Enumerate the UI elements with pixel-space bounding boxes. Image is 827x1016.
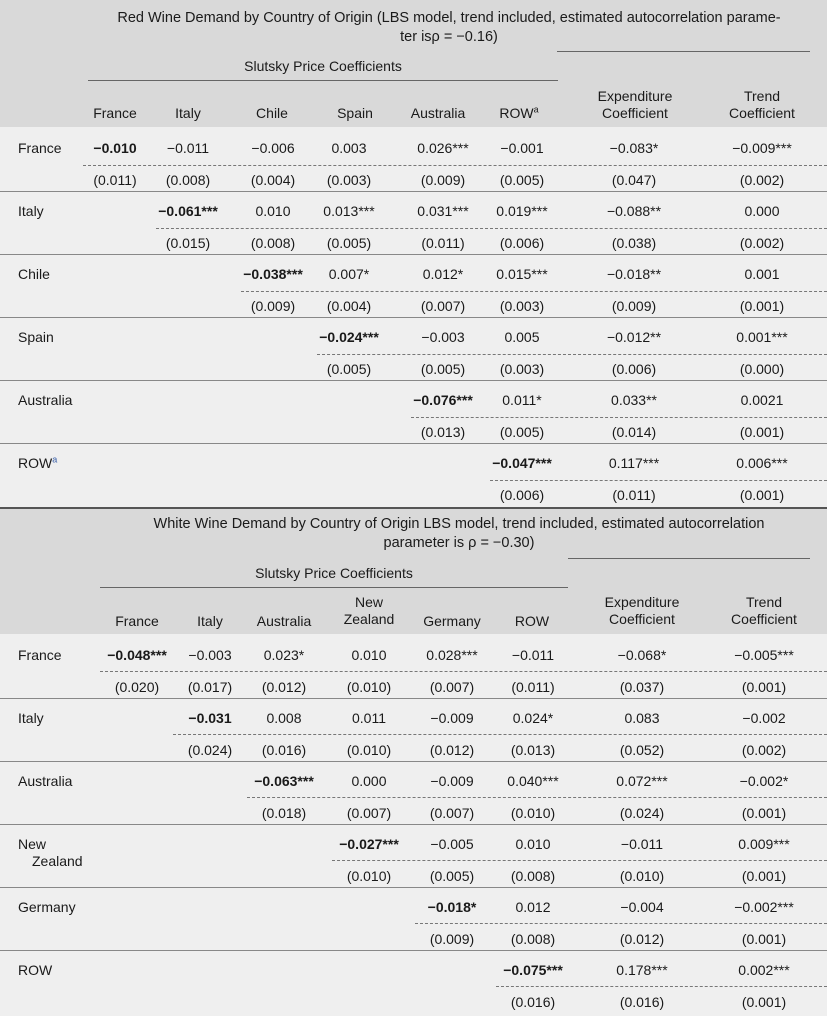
std-error-cell: (0.001) [739,298,785,314]
std-error-cell: (0.037) [619,679,665,695]
coefficient-cell: −0.010 [93,140,137,156]
row-separator [156,228,827,229]
coefficient-cell: −0.009 [430,773,474,789]
coefficient-cell: −0.006 [251,140,295,156]
std-error-cell: (0.002) [739,172,785,188]
coefficient-cell: 0.002*** [738,962,790,978]
coefficient-cell: 0.012 [515,899,551,915]
row-block-rule [0,824,827,825]
coefficient-cell: −0.018** [606,266,662,282]
coefficient-cell: −0.004 [620,899,664,915]
coefficient-cell: 0.010 [515,836,551,852]
std-error-cell: (0.016) [619,994,665,1010]
coefficient-cell: −0.061*** [158,203,218,219]
row-label [18,836,83,870]
std-error-cell: (0.012) [261,679,307,695]
coefficient-cell: 0.031*** [417,203,469,219]
row-block-rule [0,950,827,951]
coefficient-cell: 0.019*** [496,203,548,219]
std-error-cell: (0.005) [499,424,545,440]
coefficient-cell: 0.117*** [608,455,660,471]
coefficient-cell: −0.088** [606,203,662,219]
row-separator [83,165,827,166]
coefficient-cell: −0.075*** [503,962,563,978]
std-error-cell: (0.013) [510,742,556,758]
coefficient-cell: −0.076*** [413,392,473,408]
std-error-cell: (0.006) [611,361,657,377]
row-label-line: New [18,836,47,852]
row-block-rule [0,254,827,255]
coefficient-cell: −0.018* [427,899,477,915]
std-error-cell: (0.016) [261,742,307,758]
row-label: ROW$^a$ [18,454,58,471]
coefficient-cell: 0.008 [266,710,302,726]
coefficient-cell: 0.000 [351,773,387,789]
coefficient-cell: −0.027*** [339,836,399,852]
std-error-cell: (0.012) [619,931,665,947]
std-error-cell: (0.012) [429,742,475,758]
row-label: Italy [18,710,44,726]
std-error-cell: (0.015) [165,235,211,251]
row-separator [411,417,827,418]
coefficient-cell: −0.003 [421,329,465,345]
std-error-cell: (0.038) [611,235,657,251]
std-error-cell: (0.024) [619,805,665,821]
std-error-cell: (0.006) [499,487,545,503]
std-error-cell: (0.024) [187,742,233,758]
coefficient-cell: 0.040*** [507,773,559,789]
std-error-cell: (0.047) [611,172,657,188]
coefficient-cell: −0.002* [739,773,789,789]
red-col-header: France [93,105,137,121]
coefficient-cell: −0.005 [430,836,474,852]
coefficient-cell: 0.011 [352,710,386,726]
std-error-cell: (0.001) [741,679,787,695]
std-error-cell: (0.010) [619,868,665,884]
std-error-cell: (0.011) [421,235,465,251]
std-error-cell: (0.001) [741,994,787,1010]
row-label: France [18,647,62,663]
white-slutsky-label: Slutsky Price Coefficients [255,565,413,581]
row-label: ROW [18,962,53,978]
red-expenditure-header: Expenditure Coefficient [597,88,673,121]
std-error-cell: (0.001) [741,931,787,947]
std-error-cell: (0.011) [612,487,656,503]
row-block-rule [0,887,827,888]
std-error-cell: (0.007) [429,679,475,695]
white-col-header: New Zealand [343,594,395,627]
coefficient-cell: 0.005 [504,329,540,345]
coefficient-cell: −0.003 [188,647,232,663]
coefficient-cell: 0.0021 [740,392,784,408]
red-trend-header: Trend Coefficient [729,88,795,121]
row-block-rule [0,380,827,381]
coefficient-cell: −0.083* [609,140,659,156]
red-col-header: Chile [256,105,288,121]
std-error-cell: (0.009) [420,172,466,188]
red-table-title: Red Wine Demand by Country of Origin (LBS model, trend included, estimated autocorrelation parame- ter isρ = −0.16) [117,10,781,45]
std-error-cell: (0.008) [250,235,296,251]
row-block-rule [0,698,827,699]
row-separator [173,734,827,735]
coefficient-cell: 0.013*** [323,203,375,219]
std-error-cell: (0.010) [346,742,392,758]
row-separator [415,923,827,924]
std-error-cell: (0.003) [326,172,372,188]
std-error-cell: (0.016) [510,994,556,1010]
coefficient-cell: −0.002 [742,710,786,726]
std-error-cell: (0.002) [741,742,787,758]
row-block-rule [0,317,827,318]
std-error-cell: (0.005) [499,172,545,188]
std-error-cell: (0.008) [165,172,211,188]
std-error-cell: (0.010) [346,868,392,884]
row-separator [100,671,827,672]
coefficient-cell: 0.000 [744,203,780,219]
row-separator [490,480,827,481]
red-col-header: Italy [175,105,201,121]
row-block-rule [0,443,827,444]
row-footnote-mark: a [533,104,539,115]
std-error-cell: (0.008) [510,868,556,884]
red-col-header: ROW$^a$ [499,104,539,121]
row-label: France [18,140,62,156]
coefficient-cell: −0.038*** [243,266,303,282]
coefficient-cell: −0.047*** [492,455,552,471]
std-error-cell: (0.008) [510,931,556,947]
coefficient-cell: 0.006*** [736,455,788,471]
coefficient-cell: 0.010 [351,647,387,663]
std-error-cell: (0.004) [250,172,296,188]
white-slutsky-rule [100,587,568,588]
std-error-cell: (0.000) [739,361,785,377]
std-error-cell: (0.003) [499,361,545,377]
std-error-cell: (0.005) [326,361,372,377]
std-error-cell: (0.006) [499,235,545,251]
white-col-header: Germany [423,613,481,629]
std-error-cell: (0.011) [511,679,555,695]
red-slutsky-rule [88,80,558,81]
std-error-cell: (0.007) [420,298,466,314]
row-label: Australia [18,773,73,789]
coefficient-cell: 0.001 [744,266,780,282]
std-error-cell: (0.001) [739,487,785,503]
coefficient-cell: −0.009 [430,710,474,726]
std-error-cell: (0.005) [429,868,475,884]
coefficient-cell: 0.178*** [616,962,668,978]
std-error-cell: (0.005) [420,361,466,377]
std-error-cell: (0.002) [739,235,785,251]
coefficient-cell: 0.072*** [616,773,668,789]
std-error-cell: (0.018) [261,805,307,821]
coefficient-cell: 0.003 [331,140,367,156]
coefficient-cell: −0.011 [511,647,555,663]
row-label: Italy [18,203,44,219]
coefficient-cell: 0.010 [255,203,291,219]
red-title-rule [557,51,810,52]
white-col-header: France [115,613,159,629]
coefficient-cell: 0.007* [328,266,370,282]
std-error-cell: (0.013) [420,424,466,440]
coefficient-cell: 0.024* [512,710,554,726]
std-error-cell: (0.009) [250,298,296,314]
std-error-cell: (0.010) [510,805,556,821]
row-label: Chile [18,266,50,282]
row-separator [332,860,827,861]
std-error-cell: (0.007) [429,805,475,821]
std-error-cell: (0.001) [739,424,785,440]
coefficient-cell: −0.024*** [319,329,379,345]
std-error-cell: (0.020) [114,679,160,695]
coefficient-cell: −0.009*** [732,140,792,156]
coefficient-cell: 0.023* [263,647,305,663]
coefficient-cell: 0.033** [611,392,657,408]
coefficient-cell: 0.009*** [738,836,790,852]
row-label-line: Zealand [32,853,83,869]
std-error-cell: (0.001) [741,868,787,884]
coefficient-cell: −0.005*** [734,647,794,663]
white-expenditure-header: Expenditure Coefficient [604,594,680,627]
row-label: Australia [18,392,73,408]
std-error-cell: (0.017) [187,679,233,695]
coefficient-cell: −0.002*** [734,899,794,915]
std-error-cell: (0.005) [326,235,372,251]
coefficient-cell: −0.012** [606,329,662,345]
std-error-cell: (0.052) [619,742,665,758]
row-label: Germany [18,899,76,915]
coefficient-cell: 0.028*** [426,647,478,663]
row-separator [241,291,827,292]
std-error-cell: (0.007) [346,805,392,821]
coefficient-cell: −0.001 [500,140,544,156]
std-error-cell: (0.003) [499,298,545,314]
row-label: Spain [18,329,54,345]
row-footnote-mark: a [52,454,58,465]
red-slutsky-label: Slutsky Price Coefficients [244,58,402,74]
row-block-rule [0,191,827,192]
coefficient-cell: −0.011 [166,140,210,156]
white-title-rule [568,558,810,559]
red-col-header: Spain [337,105,373,121]
std-error-cell: (0.009) [429,931,475,947]
white-col-header: Australia [256,613,312,629]
std-error-cell: (0.011) [93,172,137,188]
coefficient-cell: 0.026*** [417,140,469,156]
std-error-cell: (0.001) [741,805,787,821]
row-separator [247,797,827,798]
coefficient-cell: 0.015*** [496,266,548,282]
row-block-rule [0,761,827,762]
coefficient-cell: 0.001*** [736,329,788,345]
row-separator [496,986,827,987]
white-col-header: ROW [514,613,550,629]
std-error-cell: (0.014) [611,424,657,440]
coefficient-cell: −0.048*** [107,647,167,663]
coefficient-cell: 0.011* [502,392,542,408]
std-error-cell: (0.004) [326,298,372,314]
white-trend-header: Trend Coefficient [731,594,797,627]
coefficient-cell: 0.012* [422,266,464,282]
std-error-cell: (0.010) [346,679,392,695]
coefficient-cell: 0.083 [624,710,660,726]
row-separator [317,354,827,355]
white-col-header: Italy [197,613,223,629]
coefficient-cell: −0.011 [620,836,664,852]
red-col-header: Australia [410,105,466,121]
coefficient-cell: −0.068* [617,647,667,663]
std-error-cell: (0.009) [611,298,657,314]
white-table-title: White Wine Demand by Country of Origin LBS model, trend included, estimated autocorrelation parameter is ρ = −0.30) [153,516,765,551]
coefficient-cell: −0.031 [188,710,232,726]
coefficient-cell: −0.063*** [254,773,314,789]
